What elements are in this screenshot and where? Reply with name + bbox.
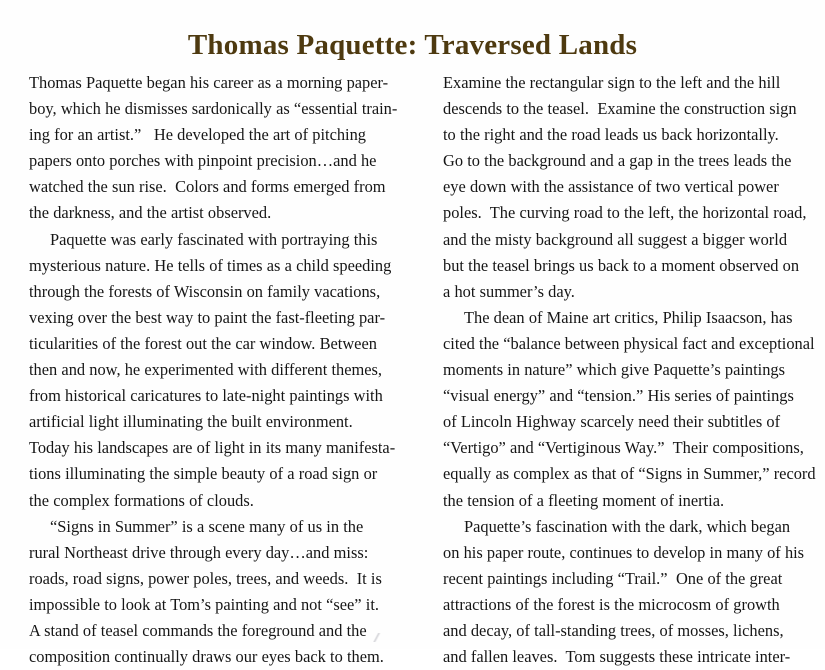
text-line: the complex formations of clouds. bbox=[29, 490, 254, 510]
text-line: attractions of the forest is the microcosm of growth bbox=[443, 594, 780, 614]
text-line: tions illuminating the simple beauty of a road sign or bbox=[29, 464, 378, 484]
text-column-left bbox=[29, 70, 401, 670]
text-line: watched the sun rise. Colors and forms emerged from bbox=[29, 177, 386, 197]
text-line: vexing over the best way to paint the fast-fleeting par- bbox=[29, 307, 386, 327]
text-line: moments in nature” which give Paquette’s paintings bbox=[443, 360, 786, 380]
text-column-right bbox=[443, 70, 816, 670]
text-line: descends to the teasel. Examine the construction sign bbox=[443, 99, 797, 119]
text-line: a hot summer’s day. bbox=[443, 281, 575, 301]
text-line: the tension of a fleeting moment of inertia. bbox=[443, 490, 725, 510]
text-line: Thomas Paquette began his career as a morning paper- bbox=[29, 73, 389, 92]
text-line: then and now, he experimented with different themes, bbox=[29, 360, 382, 380]
text-line: ticularities of the forest out the car window. Between bbox=[29, 333, 377, 353]
text-line: A stand of teasel commands the foreground and the bbox=[29, 620, 367, 640]
text-line: composition continually draws our eyes back to them. bbox=[29, 647, 384, 667]
text-line: eye down with the assistance of two vertical power bbox=[443, 177, 779, 197]
text-line: Examine the rectangular sign to the left and the hill bbox=[443, 73, 781, 92]
text-line: Go to the background and a gap in the trees leads the bbox=[443, 151, 792, 171]
text-line: through the forests of Wisconsin on family vacations, bbox=[29, 281, 381, 301]
text-line: impossible to look at Tom’s painting and not “see” it. bbox=[29, 594, 379, 614]
paragraph bbox=[443, 305, 816, 514]
text-line: poles. The curving road to the left, the horizontal road, bbox=[443, 203, 807, 223]
text-line: rural Northeast drive through every day…and miss: bbox=[29, 542, 369, 562]
text-line: of Lincoln Highway scarcely need their subtitles of bbox=[443, 412, 781, 432]
text-line: cited the “balance between physical fact and exceptional bbox=[443, 333, 815, 353]
text-line: papers onto porches with pinpoint precision…and he bbox=[29, 151, 377, 171]
text-line: from historical caricatures to late-night paintings with bbox=[29, 386, 383, 406]
text-line: artificial light illuminating the built environment. bbox=[29, 412, 353, 432]
text-line: mysterious nature. He tells of times as a child speeding bbox=[29, 255, 392, 275]
text-line: boy, which he dismisses sardonically as “essential train- bbox=[29, 99, 398, 119]
text-line: on his paper route, continues to develop in many of his bbox=[443, 542, 805, 562]
text-line: roads, road signs, power poles, trees, and weeds. It is bbox=[29, 568, 382, 588]
text-line: “visual energy” and “tension.” His series of paintings bbox=[443, 386, 794, 406]
text-line: equally as complex as that of “Signs in Summer,” record bbox=[443, 464, 816, 484]
paragraph bbox=[443, 70, 805, 305]
paragraph bbox=[29, 70, 401, 227]
text-line: Paquette was early fascinated with portraying this bbox=[50, 229, 378, 249]
text-line: and decay, of tall-standing trees, of mosses, lichens, bbox=[443, 620, 784, 640]
text-line: to the right and the road leads us back horizontally. bbox=[443, 125, 779, 145]
text-line: but the teasel brings us back to a moment observed on bbox=[443, 255, 800, 275]
paragraph bbox=[29, 514, 401, 670]
text-line: recent paintings including “Trail.” One of the great bbox=[443, 568, 783, 588]
page-title: Thomas Paquette: Traversed Lands bbox=[187, 29, 638, 62]
text-line: the darkness, and the artist observed. bbox=[29, 203, 272, 223]
text-line: Paquette’s fascination with the dark, which began bbox=[464, 516, 791, 536]
text-line: Today his landscapes are of light in its many manifesta- bbox=[29, 438, 396, 458]
paragraph bbox=[443, 514, 805, 670]
text-line: “Vertigo” and “Vertiginous Way.” Their compositions, bbox=[443, 438, 804, 458]
text-line: and the misty background all suggest a bigger world bbox=[443, 229, 788, 249]
text-line: and fallen leaves. Tom suggests these intricate inter- bbox=[443, 647, 791, 667]
text-line: “Signs in Summer” is a scene many of us in the bbox=[50, 516, 364, 536]
text-line: The dean of Maine art critics, Philip Isaacson, has bbox=[464, 307, 793, 327]
text-line: ing for an artist.” He developed the art of pitching bbox=[29, 125, 366, 145]
article-body bbox=[0, 70, 825, 667]
paragraph bbox=[29, 227, 401, 514]
